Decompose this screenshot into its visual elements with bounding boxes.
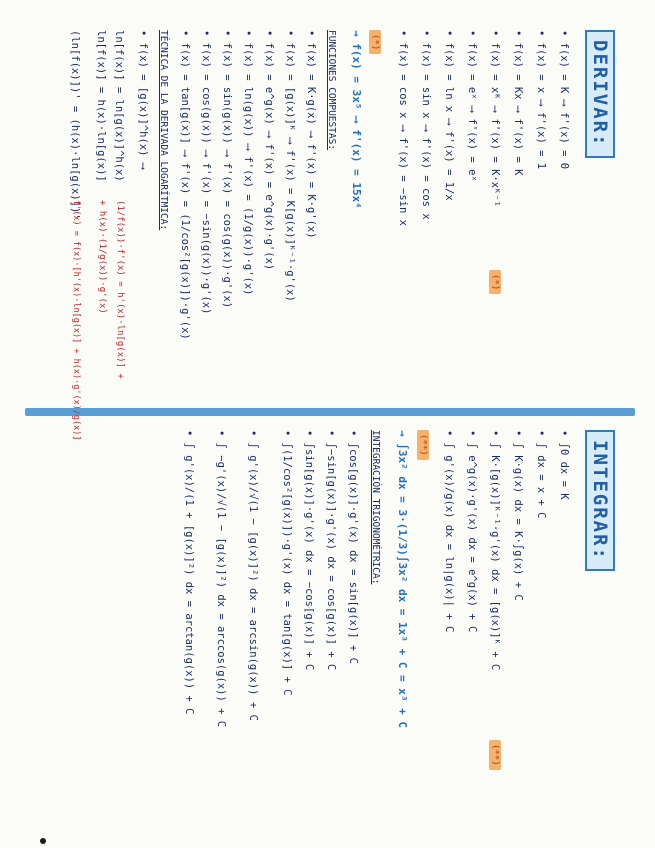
integrar-title: INTEGRAR:: [585, 430, 615, 571]
column-divider: [25, 408, 635, 416]
example-tag: (**): [417, 430, 429, 460]
integrar-rule: • ∫ e^g(x)·g'(x) dx = e^g(x) + C: [466, 430, 478, 633]
footnote-tag: (**): [489, 740, 501, 770]
derivar-rule: • f(x) = cos x ⟶ f'(x) = −sin x: [397, 30, 409, 226]
composite-rule: • f(x) = cos(g(x)) ⟶ f'(x) = −sin(g(x))·g'(x): [200, 30, 212, 315]
derivar-rule: • f(x) = xᴷ ⟶ f'(x) = K·xᴷ⁻¹: [489, 30, 501, 208]
integrar-example: → ∫3x² dx = 3·(1/3)∫3x² dx = 1x³ + C = x³ + C: [396, 430, 409, 729]
log-red-line: + h(x)·(1/g(x))·g'(x): [97, 200, 107, 314]
integrar-rule: • ∫0 dx = K: [558, 430, 570, 500]
composite-rule: • f(x) = ln(g(x)) ⟶ f'(x) = (1/g(x))·g'(x): [242, 30, 254, 296]
composite-rule: • f(x) = [g(x)]ᴷ ⟶ f'(x) = K[g(x)]ᴷ⁻¹·g'(x): [284, 30, 296, 302]
section-title-logaritmica: TÉCNICA DE LA DERIVADA LOGARÍTMICA:: [158, 30, 169, 231]
trig-rule: • ∫−sin[g(x)]·g'(x) dx = cos[g(x)] + C: [325, 430, 337, 671]
trig-rule: • ∫sin[g(x)]·g'(x) dx = −cos[g(x)] + C: [303, 430, 315, 671]
log-line: ln[f(x)] = h(x)·ln[g(x)]: [95, 30, 107, 182]
inverse-trig-rule: • ∫ g'(x)/√(1 − [g(x)]²) dx = arcsin(g(x)) + C: [247, 430, 259, 721]
log-red-line: f'(x) = f(x)·[h'(x)·ln[g(x)] + h(x)·g'(x)/g(x)]: [71, 200, 81, 441]
trig-rule: • ∫cos[g(x)]·g'(x) dx = sin[g(x)] + C: [347, 430, 359, 664]
integrar-rule: • ∫ dx = x + C: [535, 430, 547, 519]
inverse-trig-rule: • ∫ g'(x)/(1 + [g(x)]²) dx = arctan(g(x)) + C: [183, 430, 195, 715]
trig-rule: • ∫(1/cos²[g(x)])·g'(x) dx = tan[g(x)] + C: [281, 430, 293, 696]
composite-rule: • f(x) = sin(g(x)) ⟶ f'(x) = cos(g(x))·g'(x): [221, 30, 233, 309]
composite-rule: • f(x) = K·g(x) ⟶ f'(x) = K·g'(x): [305, 30, 317, 239]
footnote-tag: (*): [489, 270, 501, 294]
log-line: • f(x) = [g(x)]^h(x) ⟶: [137, 30, 149, 170]
composite-rule: • f(x) = tan[g(x)] ⟶ f'(x) = (1/cos²[g(x)])·g'(x): [179, 30, 191, 340]
log-line: ln[f(x)] = ln[g(x)]^h(x): [113, 30, 125, 182]
log-line: (ln[f(x)])' = (h(x)·ln[g(x)])': [69, 30, 81, 220]
derivar-title: DERIVAR:: [585, 30, 615, 158]
derivar-rule: • f(x) = Kx ⟶ f'(x) = K: [512, 30, 524, 176]
section-title-compuestas: FUNCIONES COMPUESTAS:: [326, 30, 337, 151]
section-title-trigonometrica: INTEGRACIÓN TRIGONOMÉTRICA:: [370, 430, 381, 585]
integrar-rule: • ∫ K·[g(x)]ᴷ⁻¹·g'(x) dx = [g(x)]ᴷ + C: [489, 430, 501, 671]
derivar-example: → f(x) = 3x⁵ ⟶ f'(x) = 15x⁴: [350, 30, 363, 209]
integrar-rule: • ∫ g'(x)/g(x) dx = ln|g(x)| + C: [443, 430, 455, 633]
log-red-line: (1/f(x))·f'(x) = h'(x)·ln[g(x)] +: [115, 200, 125, 379]
derivar-rule: • f(x) = x ⟶ f'(x) = 1: [535, 30, 547, 170]
composite-rule: • f(x) = e^g(x) ⟶ f'(x) = e^g(x)·g'(x): [263, 30, 275, 271]
derivar-rule: • f(x) = sin x ⟶ f'(x) = cos x: [420, 30, 432, 220]
derivar-rule: • f(x) = eˣ ⟶ f'(x) = eˣ: [466, 30, 478, 182]
derivar-rule: • f(x) = ln x ⟶ f'(x) = 1/x: [443, 30, 455, 201]
example-tag: (*): [369, 30, 381, 54]
inverse-trig-rule: • ∫ −g'(x)/√(1 − [g(x)]²) dx = arccos(g(x)) + C: [215, 430, 227, 728]
derivar-rule: • f(x) = K ⟶ f'(x) = 0: [558, 30, 570, 170]
integrar-rule: • ∫ K·g(x) dx = K·∫g(x) + C: [512, 430, 524, 601]
